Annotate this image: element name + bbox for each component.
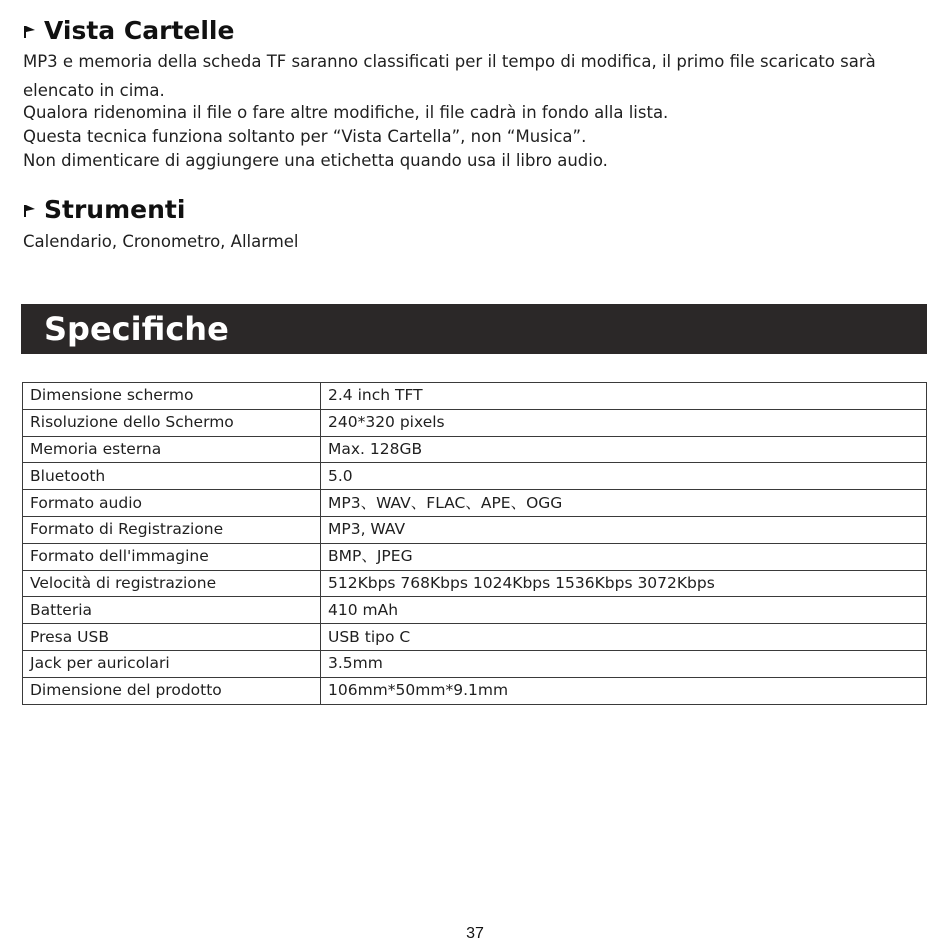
page-number: 37 (466, 925, 484, 942)
specs-table (22, 382, 927, 705)
spec-label: Velocità di registrazione (23, 570, 321, 597)
folder-view-heading (22, 16, 234, 45)
spec-label: Bluetooth (23, 463, 321, 490)
spec-label: Jack per auricolari (23, 650, 321, 677)
spec-label: Dimensione schermo (23, 383, 321, 410)
specs-banner (21, 304, 927, 354)
spec-value: USB tipo C (321, 624, 927, 651)
table-row (23, 570, 927, 597)
table-row (23, 624, 927, 651)
spec-value: 3.5mm (321, 650, 927, 677)
spec-label: Presa USB (23, 624, 321, 651)
specs-title: Specifiche (44, 310, 229, 348)
spec-value: 106mm*50mm*9.1mm (321, 677, 927, 704)
folder-view-line-5: Non dimenticare di aggiungere una etichetta quando usa il libro audio. (23, 151, 608, 170)
spec-value: 2.4 inch TFT (321, 383, 927, 410)
table-row (23, 677, 927, 704)
table-row (23, 383, 927, 410)
folder-view-line-1: MP3 e memoria della scheda TF saranno classificati per il tempo di modifica, il primo file scaricato sarà (23, 52, 876, 71)
folder-view-title: Vista Cartelle (44, 16, 235, 45)
table-row (23, 490, 927, 517)
spec-value: Max. 128GB (321, 436, 927, 463)
folder-view-line-4: Questa tecnica funziona soltanto per “Vista Cartella”, non “Musica”. (23, 127, 587, 146)
flag-icon (22, 199, 38, 221)
table-row (23, 597, 927, 624)
table-row (23, 409, 927, 436)
spec-label: Batteria (23, 597, 321, 624)
tools-text: Calendario, Cronometro, Allarmel (23, 232, 299, 251)
spec-value: 410 mAh (321, 597, 927, 624)
spec-value: MP3、WAV、FLAC、APE、OGG (321, 490, 927, 517)
spec-label: Memoria esterna (23, 436, 321, 463)
folder-view-line-2: elencato in cima. (23, 81, 165, 100)
spec-label: Formato dell'immagine (23, 543, 321, 570)
spec-label: Dimensione del prodotto (23, 677, 321, 704)
table-row (23, 543, 927, 570)
table-row (23, 650, 927, 677)
flag-icon (22, 20, 38, 42)
tools-title: Strumenti (44, 195, 186, 224)
table-row (23, 516, 927, 543)
table-row (23, 436, 927, 463)
spec-label: Risoluzione dello Schermo (23, 409, 321, 436)
spec-value: BMP、JPEG (321, 543, 927, 570)
spec-value: 240*320 pixels (321, 409, 927, 436)
table-row (23, 463, 927, 490)
tools-heading (22, 195, 185, 224)
spec-value: 512Kbps 768Kbps 1024Kbps 1536Kbps 3072Kbps (321, 570, 927, 597)
spec-value: MP3, WAV (321, 516, 927, 543)
folder-view-line-3: Qualora ridenomina il file o fare altre modifiche, il file cadrà in fondo alla lista. (23, 103, 669, 122)
spec-label: Formato audio (23, 490, 321, 517)
spec-label: Formato di Registrazione (23, 516, 321, 543)
spec-value: 5.0 (321, 463, 927, 490)
